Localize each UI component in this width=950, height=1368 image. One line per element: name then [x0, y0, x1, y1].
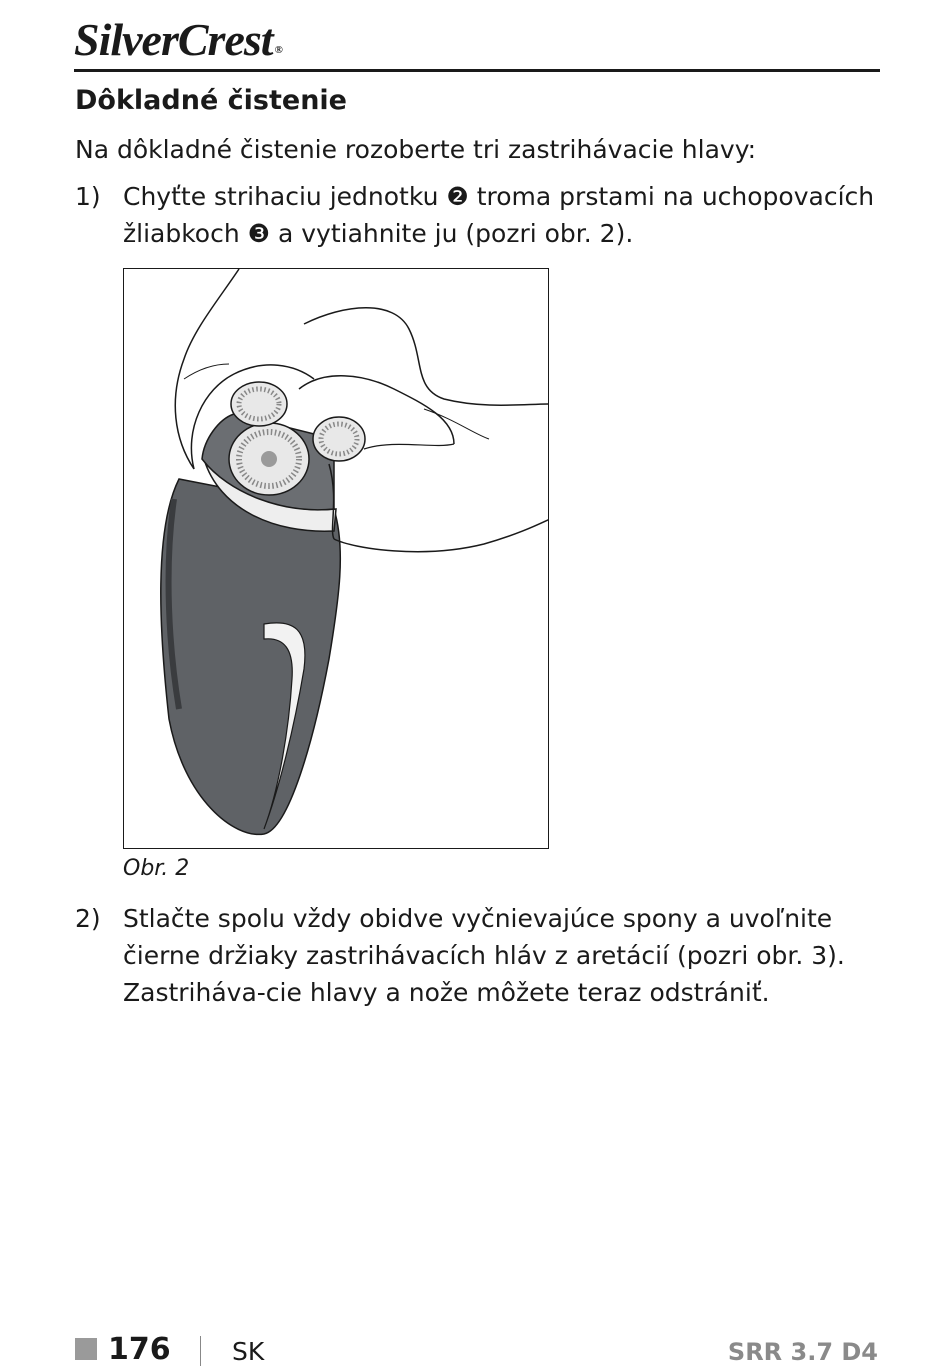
figure-caption: Obr. 2 — [123, 856, 190, 881]
footer-separator — [200, 1336, 201, 1366]
brand-logo — [74, 14, 282, 66]
step-text: Chyťte strihaciu jednotku ❷ troma prstami na uchopovacích žliabkoch ❸ a vytiahnite ju (pozri obr. 2). — [123, 182, 875, 248]
header-rule — [74, 69, 880, 72]
model-number: SRR 3.7 D4 — [727, 1338, 878, 1366]
section-title: Dôkladné čistenie — [75, 85, 347, 116]
page-number: 176 — [108, 1332, 171, 1367]
language-code: SK — [232, 1337, 265, 1366]
figure-2 — [123, 268, 549, 849]
shaver-hand-illustration — [124, 269, 549, 849]
step-text: Stlačte spolu vždy obidve vyčnievajúce spony a uvoľnite čierne držiaky zastrihávacích hláv z aretácií (pozri obr. 3). Zastriháva-cie hlavy a nože môžete teraz odstrániť. — [123, 904, 845, 1007]
section-intro: Na dôkladné čistenie rozoberte tri zastrihávacie hlavy: — [75, 135, 757, 164]
registered-mark: ® — [274, 44, 282, 56]
footer-square-icon — [75, 1338, 97, 1360]
page-footer — [0, 1330, 950, 1368]
step-number: 2) — [75, 904, 101, 933]
step-number: 1) — [75, 182, 101, 211]
brand-name: SilverCrest — [74, 14, 273, 65]
